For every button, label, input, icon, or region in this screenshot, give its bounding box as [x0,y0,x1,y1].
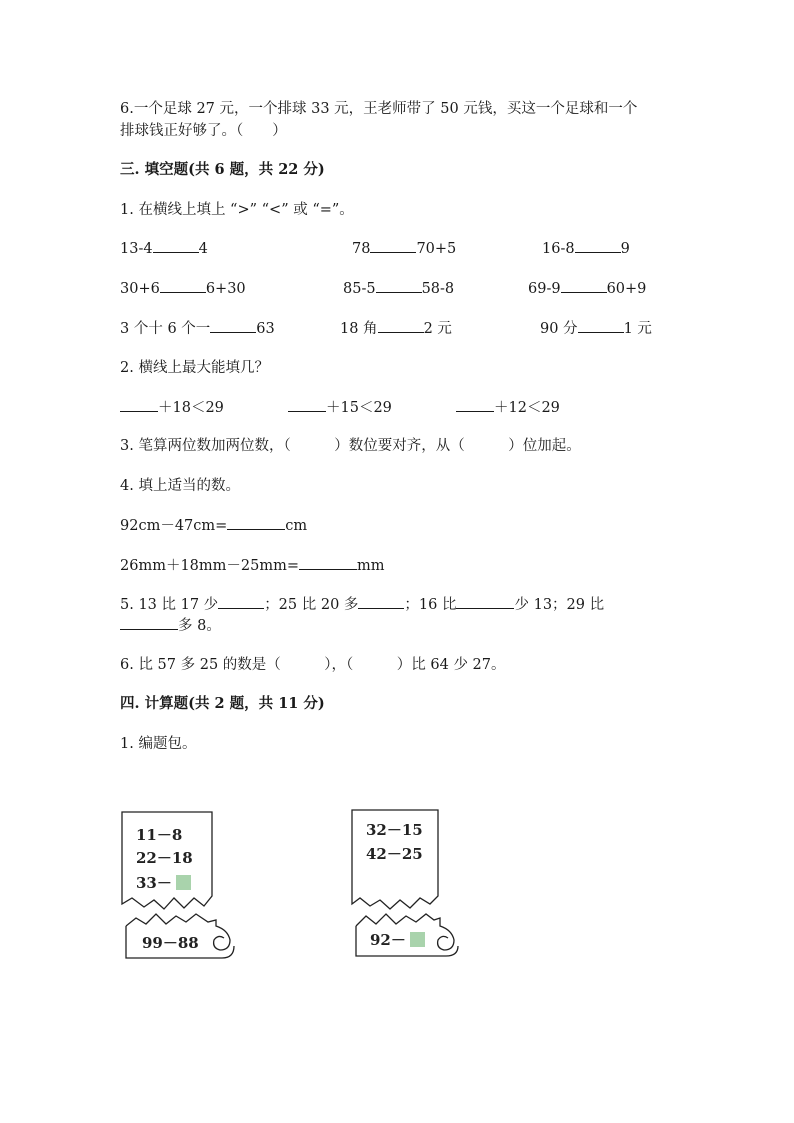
problem-package-card-2 [348,806,473,961]
compare-item: 90 分 1 元 [540,317,652,338]
answer-blank[interactable] [456,397,494,412]
compare-item: 69-9 60+9 [528,278,646,297]
card-expression: 32－15 [366,821,423,839]
card-expression: 22－18 [136,849,193,867]
card-expression: 42－25 [366,845,423,863]
answer-blank[interactable] [120,397,158,412]
card-expression: 99－88 [142,934,199,952]
answer-blank[interactable] [376,278,422,293]
max-digit-item: ＋12＜29 [456,396,560,417]
judge-q6-line1: 6.一个足球 27 元，一个排球 33 元，王老师带了 50 元钱，买这一个足球和一个 [120,101,638,117]
answer-blank[interactable] [210,318,256,333]
judge-q6-line2: 排球钱正好够了。（ ） [120,123,287,139]
unit-calc-item: 92cm－47cm= cm [120,514,307,535]
card-expression-with-blank: 33－ [136,872,191,893]
answer-blank[interactable] [378,318,424,333]
fill-q3: 3. 笔算两位数加两位数，（ ）数位要对齐，从（ ）位加起。 [120,438,581,454]
answer-blank[interactable] [153,238,199,253]
calc-q1-stem: 1. 编题包。 [120,736,197,752]
answer-blank[interactable] [561,278,607,293]
answer-blank[interactable] [575,238,621,253]
answer-blank[interactable] [120,615,178,630]
answer-blank[interactable] [227,515,285,530]
max-digit-item: ＋18＜29 [120,396,224,417]
green-square-blank[interactable] [176,875,191,890]
problem-package-card-1 [118,808,243,963]
answer-blank[interactable] [578,318,624,333]
answer-blank[interactable] [160,278,206,293]
fill-q1-stem: 1. 在横线上填上 “>” “<” 或 “=”。 [120,202,354,218]
answer-blank[interactable] [288,397,326,412]
answer-blank[interactable] [358,594,404,609]
answer-blank[interactable] [218,594,264,609]
compare-item: 78 70+5 [352,238,456,257]
answer-blank[interactable] [370,238,416,253]
answer-blank[interactable] [456,594,514,609]
compare-item: 85-5 58-8 [343,278,454,297]
compare-item: 3 个十 6 个一 63 [120,317,275,338]
card-expression: 11－8 [136,826,183,844]
fill-q6: 6. 比 57 多 25 的数是（ ），（ ）比 64 少 27。 [120,657,506,673]
section4-title: 四. 计算题(共 2 题，共 11 分) [120,695,325,712]
fill-q5-line2: 多 8。 [120,614,221,635]
fill-q2-stem: 2. 横线上最大能填几？ [120,360,269,376]
fill-q5-line1: 5. 13 比 17 少 ；25 比 20 多 ；16 比 少 13；29 比 [120,593,604,614]
fill-q4-stem: 4. 填上适当的数。 [120,478,240,494]
compare-item: 18 角 2 元 [340,317,452,338]
compare-item: 16-8 9 [542,238,630,257]
compare-item: 30+6 6+30 [120,278,246,297]
unit-calc-item: 26mm＋18mm－25mm= mm [120,554,385,575]
section3-title: 三. 填空题(共 6 题，共 22 分) [120,161,325,178]
compare-item: 13-4 4 [120,238,208,257]
card-expression-with-blank: 92－ [370,929,425,950]
green-square-blank[interactable] [410,932,425,947]
answer-blank[interactable] [299,555,357,570]
max-digit-item: ＋15＜29 [288,396,392,417]
